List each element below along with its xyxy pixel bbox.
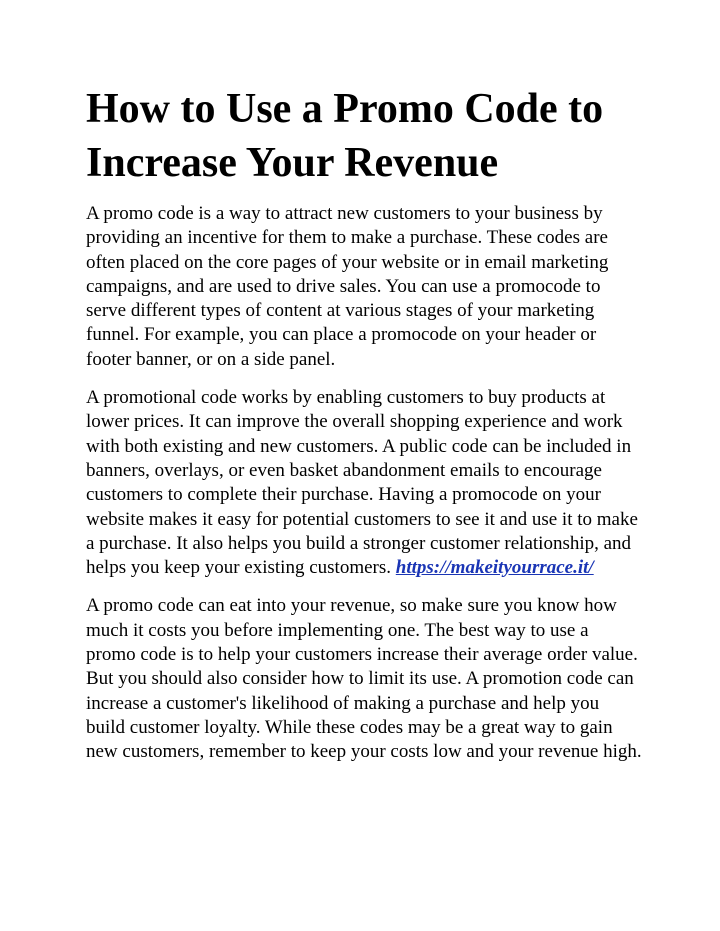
paragraph-revenue: A promo code can eat into your revenue, so make sure you know how much it costs you before implementing one. The best way to use a promo code is to help your customers increase their average order value. But you should also consider how to limit its use. A promotion code can increase a customer's likelihood of making a purchase and help you build customer loyalty. While these codes may be a great way to gain new customers, remember to keep your costs low and your revenue high. xyxy=(86,595,642,763)
document-page xyxy=(86,82,642,779)
paragraph-how-it-works-text: A promotional code works by enabling customers to buy products at lower prices. It can improve the overall shopping experience and work with both existing and new customers. A public code can be included in banners, overlays, or even basket abandonment emails to encourage customers to complete their purchase. Having a promocode on your website makes it easy for potential customers to see it and use it to make a purchase. It also helps you build a stronger customer relationship, and helps you keep your existing customers. xyxy=(86,387,638,579)
paragraph-intro: A promo code is a way to attract new customers to your business by providing an incentive for them to make a purchase. These codes are often placed on the core pages of your website or in email marketing campaigns, and are used to drive sales. You can use a promocode to serve different types of content at various stages of your marketing funnel. For example, you can place a promocode on your header or footer banner, or on a side panel. xyxy=(86,203,609,370)
paragraph-how-it-works xyxy=(86,386,642,580)
makeityourrace-link[interactable]: https://makeityourrace.it/ xyxy=(395,557,594,579)
document-title: How to Use a Promo Code to Increase Your Revenue xyxy=(86,86,604,186)
